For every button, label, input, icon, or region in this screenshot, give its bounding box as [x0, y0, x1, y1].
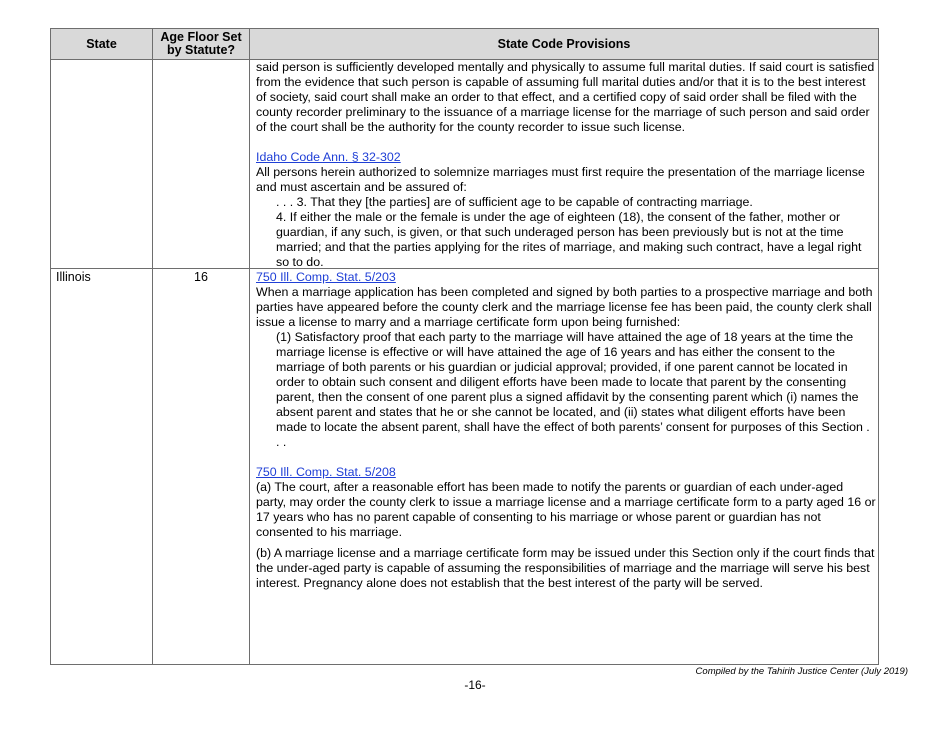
header-age-floor: Age Floor Set by Statute? [160, 30, 242, 57]
compiled-by-credit: Compiled by the Tahirih Justice Center (July 2019) [695, 666, 908, 677]
header-provisions: State Code Provisions [497, 36, 631, 51]
page-number: -16- [464, 678, 486, 692]
state-cell-illinois: Illinois [56, 270, 91, 284]
illinois-provisions-cell [256, 270, 876, 591]
provision-paragraph: 4. If either the male or the female is under the age of eighteen (18), the consent of the father, mother or guardian, if any such, is given, or that such underaged person has been previously but is not at the time married; and that the parties applying for the rites of marriage, and making such contract, have a legal right so to do. [276, 210, 862, 269]
citation-link-idaho-32-302[interactable]: Idaho Code Ann. § 32-302 [256, 150, 401, 164]
provision-paragraph: All persons herein authorized to solemnize marriages must first require the presentation of the marriage license and must ascertain and be assured of: [256, 165, 865, 194]
provision-paragraph: said person is sufficiently developed mentally and physically to assume full marital duties. If said court is satisfied from the evidence that such person is capable of assuming full marital duties and/or that it is to the best interest of society, said court shall make an order to that effect, and a certified copy of said order shall be filed with the county recorder preliminary to the issuance of a marriage license for the marriage of such person and said order of the court shall be the authority for the county recorder to issue such license. [256, 60, 875, 134]
citation-link-ill-5-208[interactable]: 750 Ill. Comp. Stat. 5/208 [256, 465, 396, 479]
header-state: State [86, 36, 117, 51]
idaho-provisions-cell [256, 60, 876, 270]
table-header-row [51, 29, 878, 60]
provision-paragraph: . . . 3. That they [the parties] are of sufficient age to be capable of contracting marriage. [276, 195, 753, 209]
age-floor-cell-illinois: 16 [194, 270, 208, 284]
provision-paragraph: (a) The court, after a reasonable effort has been made to notify the parents or guardian of each under-aged party, may order the county clerk to issue a marriage license and a marriage certificate form to a party aged 16 or 17 years who has no parent capable of consenting to his marriage or whose parent or guardian has not consented to his marriage. [256, 480, 876, 539]
provision-paragraph: (b) A marriage license and a marriage certificate form may be issued under this Section only if the court finds that the under-aged party is capable of assuming the responsibilities of marriage and the marriage will serve his best interest. Pregnancy alone does not establish that the best interest of the party will be served. [256, 546, 875, 590]
provision-paragraph: (1) Satisfactory proof that each party to the marriage will have attained the age of 18 years at the time the marriage license is effective or will have attained the age of 16 years and has either the consent to the marriage of both parents or his guardian or judicial approval; provided, if one parent cannot be located in order to obtain such consent and diligent efforts have been made to locate that parent by the consenting parent, then the consent of one parent plus a signed affidavit by the consenting parent which (i) names the absent parent and states that he or she cannot be located, and (ii) states what diligent efforts have been made to locate the absent parent, shall have the effect of both parents’ consent for purposes of this Section . . . [276, 330, 870, 449]
provision-paragraph: When a marriage application has been completed and signed by both parties to a prospective marriage and both parties have appeared before the county clerk and the marriage license fee has been paid, the county clerk shall issue a license to marry and a marriage certificate form upon being furnished: [256, 285, 873, 329]
statute-table [50, 28, 879, 665]
column-divider [249, 29, 250, 664]
citation-link-ill-5-203[interactable]: 750 Ill. Comp. Stat. 5/203 [256, 270, 396, 284]
column-divider [152, 29, 153, 664]
